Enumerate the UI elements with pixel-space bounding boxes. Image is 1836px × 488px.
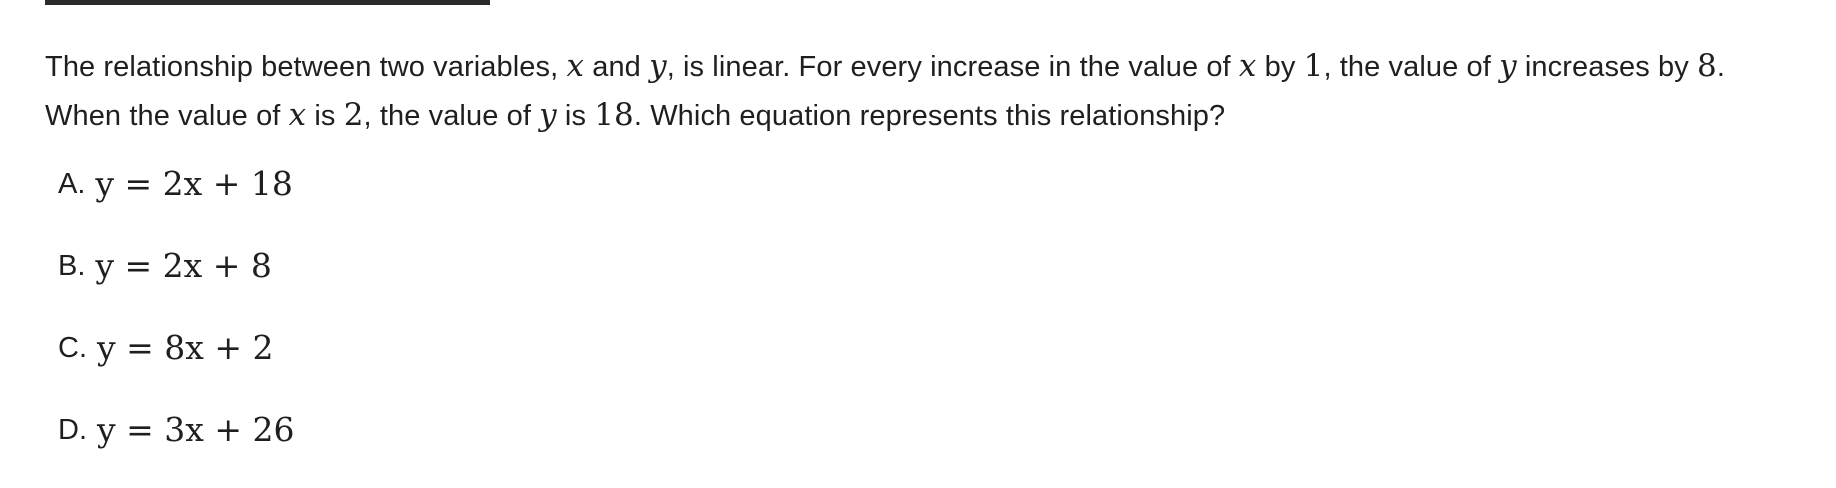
question-fragment: is — [556, 100, 595, 132]
question-text — [45, 42, 1805, 140]
question-fragment: is — [306, 100, 344, 132]
choice-c[interactable] — [58, 324, 295, 406]
question-fragment: increases by — [1516, 51, 1698, 83]
answer-choices — [58, 160, 295, 488]
choice-equation: y = 8x + 2 — [97, 328, 274, 367]
choice-letter: D. — [58, 414, 87, 446]
math-number: 1 — [1303, 48, 1324, 84]
choice-equation: y = 2x + 18 — [95, 164, 293, 203]
top-divider-bar — [45, 0, 490, 5]
question-fragment: by — [1256, 51, 1304, 83]
math-number: 2 — [343, 97, 364, 133]
question-fragment: . Which equation represents this relationship? — [633, 100, 1226, 132]
math-number: 18 — [594, 97, 634, 133]
choice-b[interactable] — [58, 242, 295, 324]
choice-equation: y = 2x + 8 — [95, 246, 272, 285]
math-variable-x: x — [566, 48, 585, 84]
math-variable-y: y — [1499, 48, 1517, 84]
choice-letter: A. — [58, 168, 86, 200]
question-fragment: , the value of — [363, 100, 540, 132]
choice-letter: B. — [58, 250, 86, 282]
question-fragment: and — [584, 51, 650, 83]
math-number: 8 — [1697, 48, 1717, 84]
math-variable-x: x — [288, 97, 307, 133]
question-fragment: . When the value of — [45, 51, 1726, 132]
math-variable-y: y — [539, 97, 557, 133]
question-fragment: , the value of — [1323, 51, 1500, 83]
choice-equation: y = 3x + 26 — [97, 410, 295, 449]
math-variable-x: x — [1238, 48, 1257, 84]
question-fragment: The relationship between two variables, — [45, 51, 567, 83]
choice-a[interactable] — [58, 160, 295, 242]
choice-letter: C. — [58, 332, 87, 364]
math-variable-y: y — [649, 48, 667, 84]
question-fragment: , is linear. For every increase in the value of — [666, 51, 1239, 83]
